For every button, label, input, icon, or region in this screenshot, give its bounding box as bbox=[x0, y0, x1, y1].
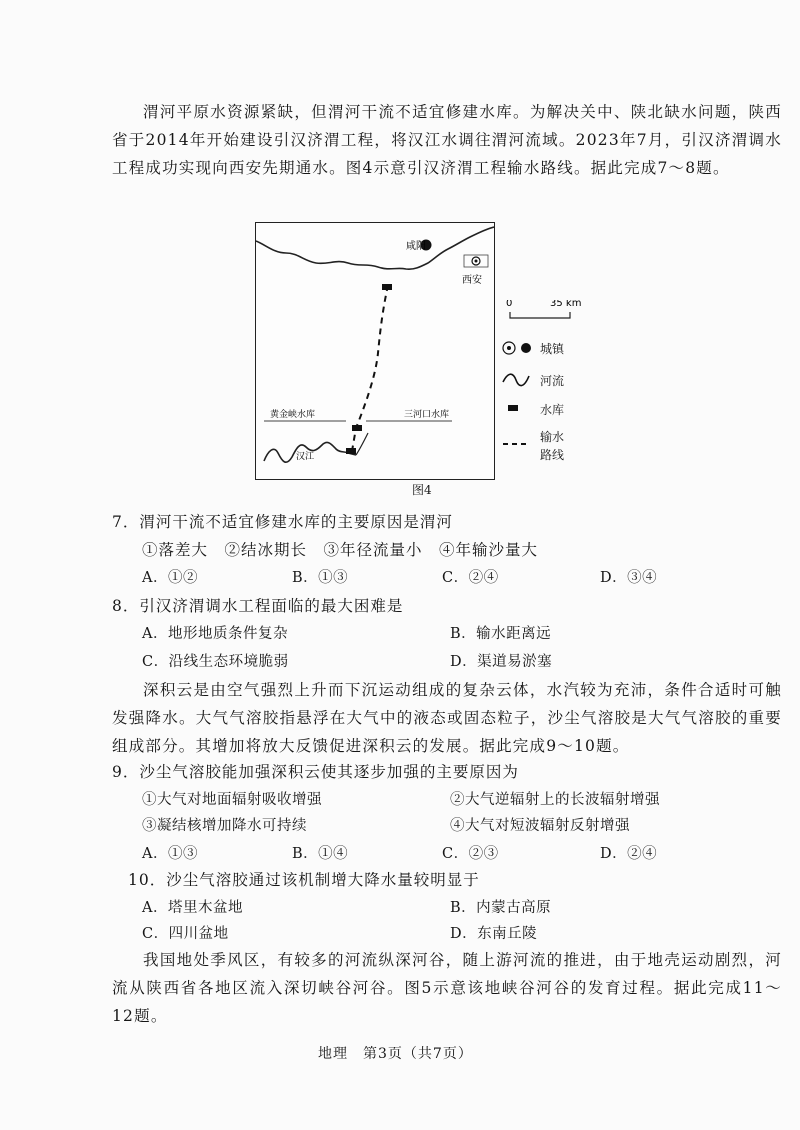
q9-stem: 9．沙尘气溶胶能加强深积云使其逐步加强的主要原因为 bbox=[112, 763, 519, 781]
reservoir-huangjinxia bbox=[346, 448, 356, 454]
legend-town-solid-icon bbox=[521, 343, 531, 353]
q9-item-1: ①大气对地面辐射吸收增强 bbox=[142, 792, 322, 808]
weihe-river bbox=[256, 227, 494, 269]
q8-option-b[interactable]: B．输水距离远 bbox=[450, 626, 552, 642]
label-reservoir-left: 黄金峡水库 bbox=[270, 410, 316, 420]
q9-item-3: ③凝结核增加降水可持续 bbox=[142, 818, 307, 834]
q8-stem: 8．引汉济渭调水工程面临的最大困难是 bbox=[112, 597, 404, 615]
q9-option-c[interactable]: C．②③ bbox=[442, 846, 499, 862]
map-legend bbox=[500, 300, 610, 480]
q8-option-c[interactable]: C．沿线生态环境脆弱 bbox=[142, 654, 289, 670]
reservoir-north bbox=[382, 284, 392, 290]
q8-option-a[interactable]: A．地形地质条件复杂 bbox=[142, 626, 288, 642]
q7-option-d[interactable]: D．③④ bbox=[600, 570, 658, 586]
scale-bar bbox=[510, 312, 570, 318]
legend-route-label-1: 输水 bbox=[540, 430, 565, 444]
q9-item-4: ④大气对短波辐射反射增强 bbox=[450, 818, 630, 834]
legend-reservoir-icon bbox=[508, 405, 518, 411]
route-map-figure bbox=[255, 222, 495, 480]
q9-option-d[interactable]: D．②④ bbox=[600, 846, 658, 862]
xian-city-dot bbox=[475, 260, 478, 263]
figure-caption: 图4 bbox=[412, 483, 432, 497]
legend-reservoir-label: 水库 bbox=[540, 403, 565, 417]
label-hanjiang: 汉江 bbox=[296, 452, 315, 462]
legend-town-label: 城镇 bbox=[540, 342, 565, 356]
q7-option-b[interactable]: B．①③ bbox=[292, 570, 349, 586]
passage-intro-9-10: 深积云是由空气强烈上升而下沉运动组成的复杂云体，水汽较为充沛，条件合适时可触发强降水。大气气溶胶指悬浮在大气中的液态或固态粒子，沙尘气溶胶是大气气溶胶的重要组成部分。其增加将放大反馈促进深积云的发展。据此完成9～10题。 bbox=[112, 681, 782, 755]
page-footer: 地理 第3页（共7页） bbox=[318, 1046, 473, 1062]
legend-town-dot bbox=[507, 346, 511, 350]
tributary-river bbox=[356, 433, 368, 455]
q7-option-a[interactable]: A．①② bbox=[142, 570, 198, 586]
label-reservoir-right: 三河口水库 bbox=[404, 410, 450, 420]
q9-item-2: ②大气逆辐射上的长波辐射增强 bbox=[450, 792, 660, 808]
q10-option-d[interactable]: D．东南丘陵 bbox=[450, 926, 538, 942]
q7-option-c[interactable]: C．②④ bbox=[442, 570, 499, 586]
passage-intro-11-12: 我国地处季风区，有较多的河流纵深河谷，随上游河流的推进，由于地壳运动剧烈，河流从陕西省各地区流入深切峡谷河谷。图5示意该地峡谷河谷的发育过程。据此完成11～12题。 bbox=[112, 951, 782, 1025]
label-xian: 西安 bbox=[462, 275, 482, 286]
label-xianyang: 咸阳 bbox=[406, 241, 426, 252]
legend-river-label: 河流 bbox=[540, 374, 565, 388]
reservoir-sanhekou bbox=[352, 425, 362, 431]
q9-option-a[interactable]: A．①③ bbox=[142, 846, 198, 862]
passage-intro-7-8: 渭河平原水资源紧缺，但渭河干流不适宜修建水库。为解决关中、陕北缺水问题，陕西省于2014年开始建设引汉济渭工程，将汉江水调往渭河流域。2023年7月，引汉济渭调水工程成功实现向西安先期通水。图4示意引汉济渭工程输水路线。据此完成7～8题。 bbox=[112, 103, 782, 177]
q10-stem: 10．沙尘气溶胶通过该机制增大降水量较明显于 bbox=[128, 871, 480, 889]
legend-route-label-2: 路线 bbox=[540, 448, 565, 462]
scale-length: 35 km bbox=[550, 300, 582, 309]
q10-option-c[interactable]: C．四川盆地 bbox=[142, 926, 229, 942]
q10-option-b[interactable]: B．内蒙古高原 bbox=[450, 900, 552, 916]
q9-option-b[interactable]: B．①④ bbox=[292, 846, 349, 862]
q7-items: ①落差大 ②结冰期长 ③年径流量小 ④年输沙量大 bbox=[142, 541, 539, 559]
legend-river-icon bbox=[503, 374, 529, 385]
q7-stem: 7．渭河干流不适宜修建水库的主要原因是渭河 bbox=[112, 513, 453, 531]
q10-option-a[interactable]: A．塔里木盆地 bbox=[142, 900, 243, 916]
scale-zero: 0 bbox=[506, 300, 513, 309]
route-map-svg bbox=[256, 223, 494, 479]
q8-option-d[interactable]: D．渠道易淤塞 bbox=[450, 654, 553, 670]
